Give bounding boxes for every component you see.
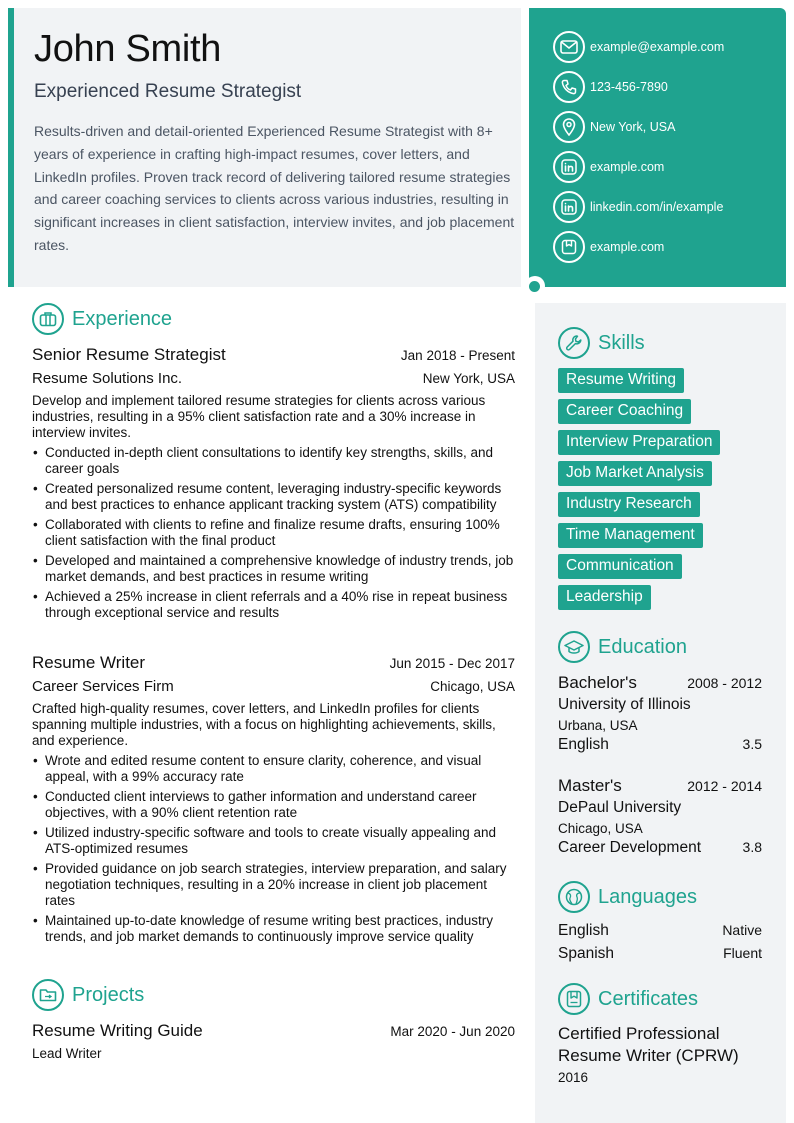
job-bullets xyxy=(32,445,515,621)
project-role: Lead Writer xyxy=(32,1046,102,1061)
job-entry xyxy=(32,653,515,949)
job-bullet: • Collaborated with clients to refine and finalize resume drafts, ensuring 100% client satisfaction with the final product xyxy=(32,517,515,549)
language-level: Fluent xyxy=(723,945,762,961)
skill-chip: Interview Preparation xyxy=(558,430,720,455)
mail-icon xyxy=(553,31,585,63)
certificates-title: Certificates xyxy=(598,987,699,1010)
divider-dot xyxy=(529,281,540,292)
summary-text: Results-driven and detail-oriented Experienced Resume Strategist with 8+ years of experience in crafting high-impact resumes, cover letters, and LinkedIn profiles. Proven track record of delivering tailored resume strategies and career coaching services to clients across various industries, resulting in significant increases in client satisfaction, interview invites, and job placement rates. xyxy=(34,123,515,253)
contact-website[interactable] xyxy=(553,151,664,183)
skill-chip: Industry Research xyxy=(558,492,700,517)
job-company: Resume Solutions Inc. xyxy=(32,370,183,387)
job-bullet: • Conducted in-depth client consultations to identify key strengths, skills, and career goals xyxy=(32,445,515,477)
job-title: Resume Writer xyxy=(32,653,146,672)
job-location: Chicago, USA xyxy=(430,679,515,694)
skill-chip: Career Coaching xyxy=(558,399,691,424)
contact-email[interactable] xyxy=(553,31,724,63)
job-company: Career Services Firm xyxy=(32,678,174,695)
portfolio-icon xyxy=(553,231,585,263)
education-location: Chicago, USA xyxy=(558,821,643,836)
globe-icon xyxy=(558,881,590,913)
language-name: English xyxy=(558,922,609,939)
contact-phone[interactable] xyxy=(553,71,668,103)
certificate-icon xyxy=(558,983,590,1015)
job-dates: Jan 2018 - Present xyxy=(400,348,515,363)
certificate-entry xyxy=(558,1023,768,1085)
linkedin-icon xyxy=(553,151,585,183)
job-bullet: • Maintained up-to-date knowledge of resume writing best practices, industry trends, and job market demands to continuously improve service quality xyxy=(32,913,515,945)
job-dates: Jun 2015 - Dec 2017 xyxy=(389,656,515,671)
education-years: 2008 - 2012 xyxy=(687,675,762,691)
job-bullet: • Provided guidance on job search strategies, interview preparation, and salary negotiation techniques, resulting in a 20% increase in client job placement rates xyxy=(32,861,515,909)
project-entry xyxy=(32,1021,515,1061)
education-location: Urbana, USA xyxy=(558,718,638,733)
skills-title: Skills xyxy=(598,331,645,354)
skill-chip: Resume Writing xyxy=(558,368,684,393)
contact-location-text: New York, USA xyxy=(590,120,676,134)
skill-chip: Leadership xyxy=(558,585,651,610)
languages-title: Languages xyxy=(598,885,697,908)
job-bullet: • Achieved a 25% increase in client referrals and a 40% rise in repeat business through exceptional service and results xyxy=(32,589,515,621)
languages-heading xyxy=(558,881,697,913)
phone-icon xyxy=(553,71,585,103)
job-bullet: • Wrote and edited resume content to ensure clarity, coherence, and visual appeal, with a 99% accuracy rate xyxy=(32,753,515,785)
job-location: New York, USA xyxy=(422,371,515,386)
briefcase-icon xyxy=(32,303,64,335)
certificate-name: Certified Professional Resume Writer (CPRW) xyxy=(558,1024,739,1065)
job-entry xyxy=(32,345,515,625)
experience-title: Experience xyxy=(72,307,173,330)
certificates-heading xyxy=(558,983,698,1015)
header-summary-panel xyxy=(8,8,521,287)
contact-linkedin[interactable] xyxy=(553,191,723,223)
contact-phone-text: 123-456-7890 xyxy=(590,80,668,94)
education-degree: Bachelor's xyxy=(558,673,637,692)
location-pin-icon xyxy=(553,111,585,143)
language-item xyxy=(558,922,762,940)
skill-chip: Communication xyxy=(558,554,682,579)
language-item xyxy=(558,945,762,963)
education-field: English xyxy=(558,736,609,753)
graduation-cap-icon xyxy=(558,631,590,663)
skill-chip: Time Management xyxy=(558,523,703,548)
education-entry xyxy=(558,776,762,857)
skills-list xyxy=(558,368,778,616)
skill-chip: Job Market Analysis xyxy=(558,461,712,486)
education-years: 2012 - 2014 xyxy=(687,778,762,794)
job-bullet: • Utilized industry-specific software and tools to create visually appealing and ATS-optimized resumes xyxy=(32,825,515,857)
project-title: Resume Writing Guide xyxy=(32,1021,203,1040)
education-school: DePaul University xyxy=(558,799,682,816)
linkedin-icon xyxy=(553,191,585,223)
job-description: Crafted high-quality resumes, cover letters, and LinkedIn profiles for clients spanning multiple industries, with a focus on highlighting achievements, skills, and experience. xyxy=(32,701,496,748)
education-heading xyxy=(558,631,687,663)
job-bullet: • Created personalized resume content, leveraging industry-specific keywords and best practices to enhance applicant tracking system (ATS) compatibility xyxy=(32,481,515,513)
education-gpa: 3.5 xyxy=(742,736,762,752)
job-title: Senior Resume Strategist xyxy=(32,345,226,364)
contact-location xyxy=(553,111,675,143)
job-bullet: • Developed and maintained a comprehensive knowledge of industry trends, job market demands, and best practices in resume writing xyxy=(32,553,515,585)
contact-website-text: example.com xyxy=(590,160,665,174)
project-dates: Mar 2020 - Jun 2020 xyxy=(390,1024,515,1039)
education-field: Career Development xyxy=(558,839,702,856)
contact-panel xyxy=(529,8,786,287)
certificate-year: 2016 xyxy=(558,1070,589,1085)
experience-heading xyxy=(32,303,172,335)
wrench-icon xyxy=(558,327,590,359)
contact-email-text: example@example.com xyxy=(590,40,725,54)
contact-portfolio[interactable] xyxy=(553,231,664,263)
language-level: Native xyxy=(722,922,762,938)
job-description: Develop and implement tailored resume strategies for clients across various industries, resulting in a 95% client satisfaction rate and a 30% increase in interview invites. xyxy=(32,393,486,440)
contact-portfolio-text: example.com xyxy=(590,240,665,254)
education-entry xyxy=(558,673,762,754)
education-school: University of Illinois xyxy=(558,696,691,713)
contact-linkedin-text: linkedin.com/in/example xyxy=(590,200,724,214)
projects-title: Projects xyxy=(72,983,145,1006)
projects-heading xyxy=(32,979,144,1011)
job-bullets xyxy=(32,753,515,945)
candidate-role: Experienced Resume Strategist xyxy=(34,81,302,102)
education-title: Education xyxy=(598,635,687,658)
candidate-name: John Smith xyxy=(34,28,222,70)
skills-heading xyxy=(558,327,645,359)
education-degree: Master's xyxy=(558,776,622,795)
language-name: Spanish xyxy=(558,945,615,962)
education-gpa: 3.8 xyxy=(742,839,762,855)
folder-icon xyxy=(32,979,64,1011)
job-bullet: • Conducted client interviews to gather information and understand career objectives, with a 90% client retention rate xyxy=(32,789,515,821)
